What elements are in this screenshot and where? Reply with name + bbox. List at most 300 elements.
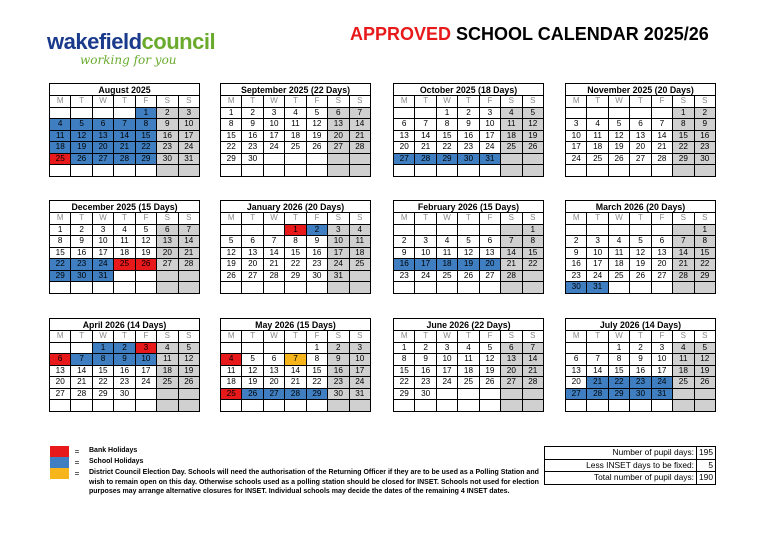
day-cell: 2 (71, 224, 92, 236)
day-cell (349, 165, 370, 177)
day-cell (328, 282, 349, 294)
day-cell: 23 (328, 377, 349, 389)
day-cell (242, 282, 263, 294)
day-cell: 14 (673, 247, 694, 259)
day-cell (114, 165, 135, 177)
day-cell: 8 (221, 119, 242, 131)
day-cell: 22 (673, 142, 694, 154)
day-cell: 30 (415, 388, 436, 400)
day-cell: 18 (349, 247, 370, 259)
day-cell: 30 (242, 153, 263, 165)
day-cell: 4 (587, 119, 608, 131)
day-cell: 19 (178, 365, 199, 377)
day-cell (415, 107, 436, 119)
title-approved: APPROVED (350, 24, 452, 44)
day-cell: 6 (651, 236, 672, 248)
summary-value: 190 (697, 472, 716, 485)
weekday-header: T (587, 213, 608, 225)
day-cell (566, 342, 587, 354)
day-cell: 4 (349, 224, 370, 236)
weekday-header: M (221, 331, 242, 343)
day-cell: 18 (436, 259, 457, 271)
day-cell (608, 400, 629, 412)
day-cell: 26 (306, 142, 327, 154)
month-title: July 2026 (14 Days) (566, 319, 716, 331)
day-cell: 16 (242, 130, 263, 142)
day-cell (263, 153, 284, 165)
week-row (394, 130, 544, 142)
day-cell: 28 (263, 270, 284, 282)
day-cell: 8 (673, 119, 694, 131)
day-cell: 17 (587, 259, 608, 271)
day-cell: 31 (92, 270, 113, 282)
day-cell: 15 (306, 365, 327, 377)
weekday-header: F (135, 331, 156, 343)
day-cell (436, 165, 457, 177)
day-cell (479, 282, 500, 294)
day-cell: 22 (522, 259, 543, 271)
day-cell: 29 (673, 153, 694, 165)
day-cell: 10 (651, 354, 672, 366)
weekday-header: T (630, 331, 651, 343)
week-row (221, 400, 371, 412)
day-cell: 24 (651, 377, 672, 389)
day-cell: 3 (479, 107, 500, 119)
day-cell (263, 165, 284, 177)
summary-row (545, 459, 716, 472)
day-cell: 18 (608, 259, 629, 271)
day-cell: 6 (566, 354, 587, 366)
day-cell (157, 400, 178, 412)
day-cell (306, 165, 327, 177)
week-row (50, 142, 200, 154)
month-calendar (49, 200, 200, 294)
day-cell (587, 165, 608, 177)
day-cell: 1 (673, 107, 694, 119)
day-cell (71, 342, 92, 354)
day-cell (71, 282, 92, 294)
day-cell: 26 (221, 270, 242, 282)
day-cell: 13 (263, 365, 284, 377)
weekday-header: T (630, 213, 651, 225)
day-cell (178, 400, 199, 412)
day-cell (522, 270, 543, 282)
week-row (50, 377, 200, 389)
weekday-header: W (263, 213, 284, 225)
day-cell (436, 388, 457, 400)
weekday-header: M (394, 331, 415, 343)
month-title: September 2025 (22 Days) (221, 84, 371, 96)
weekday-header: W (608, 213, 629, 225)
week-row (566, 142, 716, 154)
day-cell (135, 270, 156, 282)
day-cell: 25 (587, 153, 608, 165)
day-cell: 4 (608, 236, 629, 248)
day-cell: 12 (71, 130, 92, 142)
week-row (566, 365, 716, 377)
day-cell: 21 (415, 142, 436, 154)
weekday-header: M (566, 331, 587, 343)
day-cell: 9 (458, 119, 479, 131)
month-calendar (49, 318, 200, 412)
day-cell: 3 (92, 224, 113, 236)
day-cell: 24 (263, 142, 284, 154)
day-cell (458, 165, 479, 177)
weekday-header: S (522, 96, 543, 108)
day-cell: 3 (178, 107, 199, 119)
day-cell: 22 (436, 142, 457, 154)
council-logo (47, 29, 216, 78)
month-calendar (393, 83, 544, 177)
day-cell: 6 (630, 119, 651, 131)
day-cell: 23 (458, 142, 479, 154)
weekday-header: M (221, 213, 242, 225)
day-cell: 28 (522, 377, 543, 389)
logo-wordmark (47, 29, 216, 54)
day-cell: 11 (114, 236, 135, 248)
weekday-header: S (501, 213, 522, 225)
day-cell (242, 224, 263, 236)
legend-equals: = (74, 458, 80, 467)
day-cell: 16 (630, 365, 651, 377)
day-cell: 11 (50, 130, 71, 142)
day-cell: 30 (694, 153, 715, 165)
day-cell (458, 282, 479, 294)
day-cell: 13 (651, 247, 672, 259)
day-cell (50, 165, 71, 177)
day-cell (694, 388, 715, 400)
week-row (566, 247, 716, 259)
day-cell: 12 (522, 119, 543, 131)
month-calendar (393, 318, 544, 412)
day-cell: 28 (349, 142, 370, 154)
week-row (50, 342, 200, 354)
day-cell: 11 (608, 247, 629, 259)
day-cell (50, 282, 71, 294)
day-cell: 26 (522, 142, 543, 154)
day-cell: 4 (458, 342, 479, 354)
day-cell: 30 (157, 153, 178, 165)
day-cell: 16 (157, 130, 178, 142)
day-cell: 24 (436, 377, 457, 389)
day-cell: 17 (92, 247, 113, 259)
day-cell: 1 (50, 224, 71, 236)
day-cell: 23 (157, 142, 178, 154)
day-cell: 14 (178, 236, 199, 248)
weekday-header: W (92, 213, 113, 225)
day-cell: 4 (157, 342, 178, 354)
day-cell: 15 (694, 247, 715, 259)
day-cell: 7 (587, 354, 608, 366)
day-cell (135, 400, 156, 412)
weekday-header: T (242, 331, 263, 343)
day-cell (242, 400, 263, 412)
week-row (50, 400, 200, 412)
day-cell (135, 165, 156, 177)
month-calendar (220, 318, 371, 412)
day-cell: 27 (157, 259, 178, 271)
day-cell (651, 107, 672, 119)
day-cell: 14 (651, 130, 672, 142)
day-cell: 15 (221, 130, 242, 142)
day-cell: 12 (608, 130, 629, 142)
day-cell: 24 (587, 270, 608, 282)
summary-label: Less INSET days to be fixed: (545, 459, 697, 472)
week-row (221, 282, 371, 294)
week-row (50, 270, 200, 282)
day-cell: 7 (501, 236, 522, 248)
day-cell: 26 (608, 153, 629, 165)
day-cell (436, 282, 457, 294)
day-cell (178, 282, 199, 294)
day-cell: 17 (349, 365, 370, 377)
day-cell: 27 (328, 142, 349, 154)
day-cell (415, 400, 436, 412)
day-cell: 12 (178, 354, 199, 366)
week-row (394, 165, 544, 177)
day-cell (157, 282, 178, 294)
day-cell: 24 (328, 259, 349, 271)
weekday-header: W (92, 331, 113, 343)
month-title: June 2026 (22 Days) (394, 319, 544, 331)
weekday-header: M (50, 331, 71, 343)
day-cell: 4 (673, 342, 694, 354)
week-row (221, 153, 371, 165)
day-cell: 15 (285, 247, 306, 259)
day-cell (436, 224, 457, 236)
day-cell: 12 (221, 247, 242, 259)
weekday-header: M (50, 213, 71, 225)
day-cell: 15 (135, 130, 156, 142)
day-cell: 3 (135, 342, 156, 354)
day-cell: 27 (394, 153, 415, 165)
summary-value: 5 (697, 459, 716, 472)
day-cell: 4 (285, 107, 306, 119)
day-cell: 25 (221, 388, 242, 400)
day-cell: 11 (285, 119, 306, 131)
day-cell: 10 (479, 119, 500, 131)
day-cell: 10 (92, 236, 113, 248)
day-cell (221, 165, 242, 177)
day-cell (263, 400, 284, 412)
day-cell: 20 (157, 247, 178, 259)
week-row (221, 354, 371, 366)
week-row (221, 130, 371, 142)
day-cell: 26 (135, 259, 156, 271)
month-calendar (393, 200, 544, 294)
day-cell: 8 (306, 354, 327, 366)
day-cell: 19 (242, 377, 263, 389)
day-cell: 28 (178, 259, 199, 271)
day-cell: 31 (587, 282, 608, 294)
day-cell (522, 282, 543, 294)
day-cell (394, 282, 415, 294)
day-cell: 9 (114, 354, 135, 366)
day-cell (285, 282, 306, 294)
week-row (566, 282, 716, 294)
week-row (394, 342, 544, 354)
day-cell: 15 (522, 247, 543, 259)
day-cell (458, 388, 479, 400)
weekday-header: W (608, 331, 629, 343)
day-cell: 18 (587, 142, 608, 154)
day-cell: 4 (221, 354, 242, 366)
month-title: November 2025 (20 Days) (566, 84, 716, 96)
legend-school-label: School Holidays (89, 458, 144, 465)
day-cell: 9 (328, 354, 349, 366)
day-cell: 23 (630, 377, 651, 389)
week-row (50, 365, 200, 377)
weekday-header: W (263, 96, 284, 108)
weekday-header: W (436, 96, 457, 108)
day-cell: 23 (694, 142, 715, 154)
day-cell: 16 (694, 130, 715, 142)
day-cell: 7 (114, 119, 135, 131)
week-row (566, 342, 716, 354)
weekday-header: T (71, 96, 92, 108)
day-cell (501, 282, 522, 294)
day-cell: 10 (328, 236, 349, 248)
day-cell (157, 388, 178, 400)
day-cell: 8 (694, 236, 715, 248)
day-cell: 26 (71, 153, 92, 165)
day-cell: 20 (651, 259, 672, 271)
day-cell (436, 400, 457, 412)
day-cell: 24 (479, 142, 500, 154)
day-cell: 9 (566, 247, 587, 259)
week-row (50, 354, 200, 366)
day-cell: 12 (135, 236, 156, 248)
day-cell: 11 (157, 354, 178, 366)
day-cell (50, 107, 71, 119)
pupil-days-summary (544, 446, 716, 485)
day-cell: 7 (263, 236, 284, 248)
month-title: March 2026 (20 Days) (566, 201, 716, 213)
legend-election-day (50, 468, 545, 497)
day-cell (157, 165, 178, 177)
day-cell (630, 282, 651, 294)
week-row (394, 259, 544, 271)
day-cell (479, 388, 500, 400)
day-cell: 14 (114, 130, 135, 142)
week-row (394, 365, 544, 377)
day-cell: 6 (328, 107, 349, 119)
day-cell (522, 165, 543, 177)
day-cell: 30 (630, 388, 651, 400)
day-cell: 28 (651, 153, 672, 165)
day-cell: 3 (436, 342, 457, 354)
day-cell: 26 (242, 388, 263, 400)
page-title (350, 24, 709, 45)
day-cell: 20 (394, 142, 415, 154)
week-row (50, 119, 200, 131)
day-cell: 27 (566, 388, 587, 400)
day-cell: 2 (566, 236, 587, 248)
day-cell: 19 (522, 130, 543, 142)
day-cell: 9 (306, 236, 327, 248)
weekday-header: T (242, 213, 263, 225)
day-cell: 1 (135, 107, 156, 119)
week-row (566, 388, 716, 400)
day-cell: 12 (242, 365, 263, 377)
day-cell (285, 165, 306, 177)
day-cell: 21 (651, 142, 672, 154)
day-cell: 24 (92, 259, 113, 271)
weekday-header: S (501, 96, 522, 108)
day-cell (328, 400, 349, 412)
day-cell (651, 400, 672, 412)
summary-row (545, 472, 716, 485)
day-cell: 28 (285, 388, 306, 400)
day-cell: 20 (630, 142, 651, 154)
day-cell (630, 224, 651, 236)
weekday-header: S (157, 331, 178, 343)
day-cell: 4 (436, 236, 457, 248)
weekday-header: W (263, 331, 284, 343)
day-cell (651, 224, 672, 236)
day-cell: 7 (285, 354, 306, 366)
day-cell (92, 282, 113, 294)
day-cell (221, 342, 242, 354)
weekday-header: T (415, 96, 436, 108)
day-cell (328, 153, 349, 165)
day-cell: 26 (630, 270, 651, 282)
week-row (221, 224, 371, 236)
day-cell (349, 153, 370, 165)
day-cell: 3 (263, 107, 284, 119)
day-cell: 1 (694, 224, 715, 236)
day-cell: 25 (349, 259, 370, 271)
day-cell: 4 (50, 119, 71, 131)
day-cell: 17 (479, 130, 500, 142)
day-cell: 4 (501, 107, 522, 119)
day-cell: 5 (242, 354, 263, 366)
day-cell: 6 (394, 119, 415, 131)
day-cell: 27 (92, 153, 113, 165)
week-row (50, 224, 200, 236)
week-row (394, 107, 544, 119)
day-cell: 30 (566, 282, 587, 294)
weekday-header: T (587, 331, 608, 343)
day-cell (221, 400, 242, 412)
week-row (566, 119, 716, 131)
weekday-header: S (349, 96, 370, 108)
day-cell: 27 (651, 270, 672, 282)
day-cell: 8 (285, 236, 306, 248)
weekday-header: M (50, 96, 71, 108)
day-cell: 29 (50, 270, 71, 282)
week-row (50, 130, 200, 142)
day-cell (394, 165, 415, 177)
day-cell: 9 (242, 119, 263, 131)
day-cell: 21 (522, 365, 543, 377)
day-cell (608, 165, 629, 177)
day-cell (285, 342, 306, 354)
day-cell: 26 (458, 270, 479, 282)
day-cell (501, 224, 522, 236)
day-cell: 11 (673, 354, 694, 366)
day-cell (651, 165, 672, 177)
day-cell (608, 224, 629, 236)
day-cell: 19 (306, 130, 327, 142)
day-cell: 10 (263, 119, 284, 131)
day-cell: 14 (285, 365, 306, 377)
day-cell: 24 (135, 377, 156, 389)
day-cell (135, 388, 156, 400)
day-cell: 30 (71, 270, 92, 282)
day-cell (458, 400, 479, 412)
week-row (566, 130, 716, 142)
